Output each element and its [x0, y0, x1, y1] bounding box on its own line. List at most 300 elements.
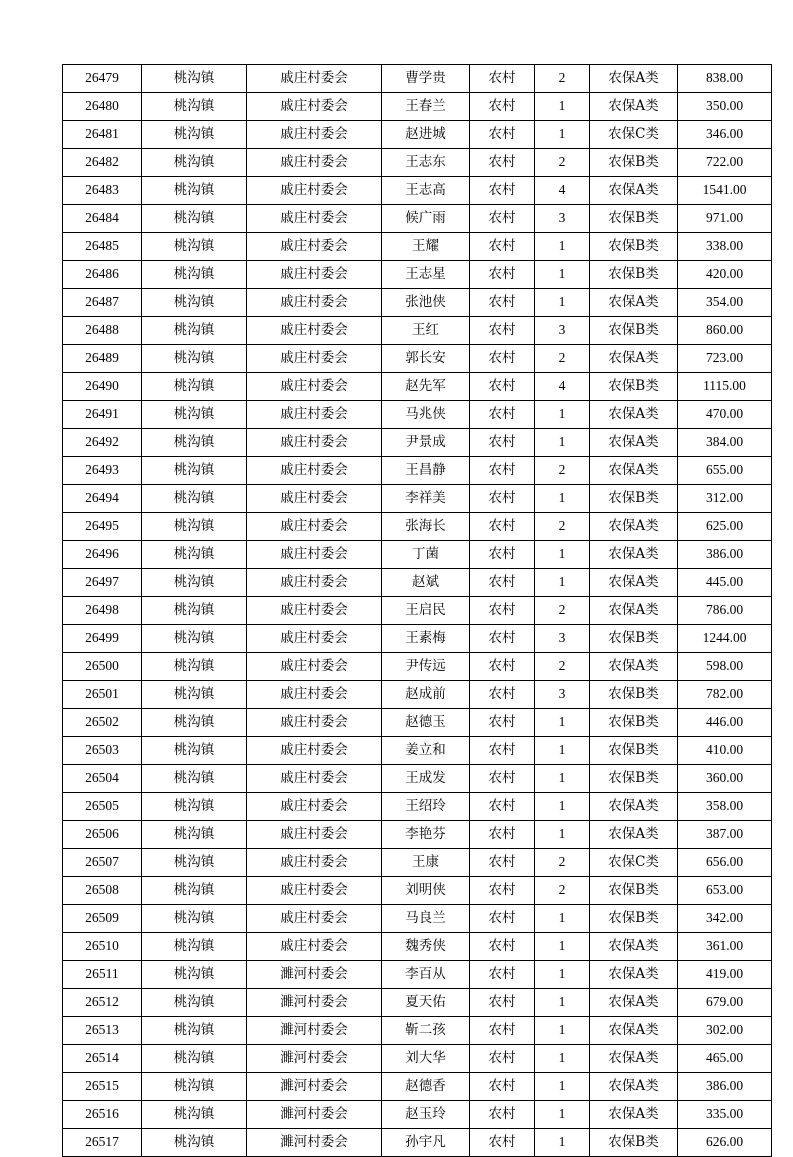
cell-category: 农保A类 — [590, 429, 678, 457]
table-row — [63, 625, 772, 653]
table-row — [63, 233, 772, 261]
cell-amount: 419.00 — [678, 961, 772, 989]
cell-village: 戚庄村委会 — [247, 345, 382, 373]
table-row — [63, 121, 772, 149]
cell-amount: 626.00 — [678, 1129, 772, 1157]
cell-count: 1 — [535, 429, 590, 457]
table-row — [63, 933, 772, 961]
cell-id: 26493 — [63, 457, 142, 485]
cell-category: 农保C类 — [590, 121, 678, 149]
cell-amount: 342.00 — [678, 905, 772, 933]
cell-count: 1 — [535, 485, 590, 513]
cell-id: 26502 — [63, 709, 142, 737]
cell-id: 26481 — [63, 121, 142, 149]
cell-count: 2 — [535, 597, 590, 625]
cell-name: 马兆侠 — [382, 401, 470, 429]
cell-count: 2 — [535, 653, 590, 681]
cell-name: 王昌静 — [382, 457, 470, 485]
cell-category: 农保A类 — [590, 653, 678, 681]
cell-category: 农保A类 — [590, 345, 678, 373]
cell-id: 26479 — [63, 65, 142, 93]
cell-count: 1 — [535, 737, 590, 765]
table-row — [63, 653, 772, 681]
cell-type: 农村 — [470, 233, 535, 261]
cell-count: 1 — [535, 1101, 590, 1129]
cell-name: 魏秀侠 — [382, 933, 470, 961]
cell-village: 戚庄村委会 — [247, 849, 382, 877]
cell-town: 桃沟镇 — [142, 1129, 247, 1157]
cell-type: 农村 — [470, 261, 535, 289]
table-row — [63, 821, 772, 849]
cell-name: 王康 — [382, 849, 470, 877]
cell-id: 26513 — [63, 1017, 142, 1045]
cell-type: 农村 — [470, 1017, 535, 1045]
cell-town: 桃沟镇 — [142, 261, 247, 289]
cell-amount: 838.00 — [678, 65, 772, 93]
cell-amount: 384.00 — [678, 429, 772, 457]
cell-type: 农村 — [470, 177, 535, 205]
cell-amount: 445.00 — [678, 569, 772, 597]
cell-village: 戚庄村委会 — [247, 121, 382, 149]
cell-category: 农保B类 — [590, 681, 678, 709]
cell-count: 1 — [535, 401, 590, 429]
cell-type: 农村 — [470, 989, 535, 1017]
cell-village: 戚庄村委会 — [247, 569, 382, 597]
cell-town: 桃沟镇 — [142, 933, 247, 961]
table-row — [63, 65, 772, 93]
cell-town: 桃沟镇 — [142, 961, 247, 989]
cell-count: 1 — [535, 289, 590, 317]
cell-count: 4 — [535, 373, 590, 401]
cell-amount: 386.00 — [678, 1073, 772, 1101]
cell-name: 尹传远 — [382, 653, 470, 681]
cell-category: 农保A类 — [590, 933, 678, 961]
cell-id: 26511 — [63, 961, 142, 989]
cell-name: 刘大华 — [382, 1045, 470, 1073]
cell-town: 桃沟镇 — [142, 905, 247, 933]
cell-amount: 679.00 — [678, 989, 772, 1017]
cell-name: 马良兰 — [382, 905, 470, 933]
cell-village: 戚庄村委会 — [247, 793, 382, 821]
table-row — [63, 1017, 772, 1045]
cell-name: 王启民 — [382, 597, 470, 625]
cell-count: 1 — [535, 793, 590, 821]
cell-town: 桃沟镇 — [142, 737, 247, 765]
cell-category: 农保B类 — [590, 905, 678, 933]
cell-village: 戚庄村委会 — [247, 485, 382, 513]
cell-name: 姜立和 — [382, 737, 470, 765]
cell-town: 桃沟镇 — [142, 121, 247, 149]
cell-village: 戚庄村委会 — [247, 905, 382, 933]
cell-id: 26507 — [63, 849, 142, 877]
cell-count: 1 — [535, 1129, 590, 1157]
cell-amount: 386.00 — [678, 541, 772, 569]
table-row — [63, 849, 772, 877]
cell-type: 农村 — [470, 289, 535, 317]
table-row — [63, 289, 772, 317]
cell-type: 农村 — [470, 401, 535, 429]
cell-count: 3 — [535, 681, 590, 709]
cell-category: 农保A类 — [590, 569, 678, 597]
cell-name: 赵德玉 — [382, 709, 470, 737]
cell-id: 26498 — [63, 597, 142, 625]
cell-category: 农保C类 — [590, 849, 678, 877]
cell-category: 农保A类 — [590, 961, 678, 989]
cell-count: 1 — [535, 961, 590, 989]
cell-village: 戚庄村委会 — [247, 933, 382, 961]
cell-village: 戚庄村委会 — [247, 93, 382, 121]
cell-type: 农村 — [470, 429, 535, 457]
cell-id: 26517 — [63, 1129, 142, 1157]
cell-name: 王红 — [382, 317, 470, 345]
cell-name: 王绍玲 — [382, 793, 470, 821]
cell-type: 农村 — [470, 737, 535, 765]
cell-town: 桃沟镇 — [142, 177, 247, 205]
cell-count: 1 — [535, 121, 590, 149]
cell-category: 农保B类 — [590, 233, 678, 261]
cell-village: 濉河村委会 — [247, 1101, 382, 1129]
cell-type: 农村 — [470, 905, 535, 933]
cell-name: 赵成前 — [382, 681, 470, 709]
cell-id: 26509 — [63, 905, 142, 933]
cell-type: 农村 — [470, 849, 535, 877]
table-row — [63, 793, 772, 821]
cell-town: 桃沟镇 — [142, 457, 247, 485]
cell-id: 26506 — [63, 821, 142, 849]
cell-amount: 302.00 — [678, 1017, 772, 1045]
cell-town: 桃沟镇 — [142, 877, 247, 905]
cell-count: 1 — [535, 989, 590, 1017]
cell-name: 赵斌 — [382, 569, 470, 597]
cell-type: 农村 — [470, 709, 535, 737]
cell-town: 桃沟镇 — [142, 569, 247, 597]
cell-amount: 465.00 — [678, 1045, 772, 1073]
cell-id: 26491 — [63, 401, 142, 429]
cell-id: 26516 — [63, 1101, 142, 1129]
cell-count: 4 — [535, 177, 590, 205]
table-row — [63, 457, 772, 485]
table-row — [63, 345, 772, 373]
cell-type: 农村 — [470, 765, 535, 793]
cell-id: 26503 — [63, 737, 142, 765]
cell-village: 戚庄村委会 — [247, 765, 382, 793]
cell-town: 桃沟镇 — [142, 205, 247, 233]
cell-type: 农村 — [470, 625, 535, 653]
cell-id: 26486 — [63, 261, 142, 289]
cell-category: 农保A类 — [590, 457, 678, 485]
cell-amount: 723.00 — [678, 345, 772, 373]
cell-id: 26482 — [63, 149, 142, 177]
cell-amount: 312.00 — [678, 485, 772, 513]
cell-type: 农村 — [470, 485, 535, 513]
cell-count: 3 — [535, 317, 590, 345]
cell-amount: 860.00 — [678, 317, 772, 345]
cell-amount: 782.00 — [678, 681, 772, 709]
table-row — [63, 597, 772, 625]
cell-amount: 1115.00 — [678, 373, 772, 401]
cell-name: 李百从 — [382, 961, 470, 989]
table-row — [63, 709, 772, 737]
table-row — [63, 541, 772, 569]
cell-count: 3 — [535, 205, 590, 233]
cell-id: 26501 — [63, 681, 142, 709]
cell-amount: 722.00 — [678, 149, 772, 177]
cell-town: 桃沟镇 — [142, 149, 247, 177]
cell-category: 农保B类 — [590, 737, 678, 765]
cell-type: 农村 — [470, 373, 535, 401]
cell-id: 26495 — [63, 513, 142, 541]
table-row — [63, 569, 772, 597]
cell-category: 农保A类 — [590, 1101, 678, 1129]
cell-type: 农村 — [470, 65, 535, 93]
cell-category: 农保B类 — [590, 625, 678, 653]
cell-id: 26499 — [63, 625, 142, 653]
cell-village: 戚庄村委会 — [247, 429, 382, 457]
cell-town: 桃沟镇 — [142, 989, 247, 1017]
cell-category: 农保A类 — [590, 541, 678, 569]
cell-category: 农保A类 — [590, 597, 678, 625]
cell-amount: 1244.00 — [678, 625, 772, 653]
cell-amount: 971.00 — [678, 205, 772, 233]
cell-amount: 655.00 — [678, 457, 772, 485]
table-row — [63, 737, 772, 765]
cell-count: 2 — [535, 457, 590, 485]
cell-type: 农村 — [470, 681, 535, 709]
cell-count: 1 — [535, 905, 590, 933]
cell-category: 农保B类 — [590, 149, 678, 177]
cell-amount: 338.00 — [678, 233, 772, 261]
cell-id: 26487 — [63, 289, 142, 317]
cell-type: 农村 — [470, 961, 535, 989]
cell-town: 桃沟镇 — [142, 1017, 247, 1045]
cell-village: 濉河村委会 — [247, 989, 382, 1017]
cell-village: 濉河村委会 — [247, 1073, 382, 1101]
cell-type: 农村 — [470, 149, 535, 177]
cell-name: 赵德香 — [382, 1073, 470, 1101]
beneficiary-table — [62, 64, 772, 1157]
cell-count: 1 — [535, 821, 590, 849]
cell-id: 26497 — [63, 569, 142, 597]
table-row — [63, 765, 772, 793]
cell-category: 农保B类 — [590, 1129, 678, 1157]
table-row — [63, 513, 772, 541]
cell-town: 桃沟镇 — [142, 513, 247, 541]
cell-type: 农村 — [470, 345, 535, 373]
cell-name: 孙宇凡 — [382, 1129, 470, 1157]
cell-count: 2 — [535, 849, 590, 877]
cell-name: 王志高 — [382, 177, 470, 205]
cell-count: 1 — [535, 569, 590, 597]
cell-name: 曹学贵 — [382, 65, 470, 93]
cell-town: 桃沟镇 — [142, 345, 247, 373]
cell-category: 农保A类 — [590, 513, 678, 541]
table-row — [63, 261, 772, 289]
cell-town: 桃沟镇 — [142, 289, 247, 317]
cell-category: 农保A类 — [590, 289, 678, 317]
cell-count: 1 — [535, 709, 590, 737]
cell-village: 戚庄村委会 — [247, 317, 382, 345]
cell-name: 王春兰 — [382, 93, 470, 121]
cell-village: 戚庄村委会 — [247, 821, 382, 849]
cell-town: 桃沟镇 — [142, 65, 247, 93]
cell-type: 农村 — [470, 317, 535, 345]
cell-village: 戚庄村委会 — [247, 149, 382, 177]
cell-category: 农保A类 — [590, 793, 678, 821]
cell-id: 26505 — [63, 793, 142, 821]
cell-name: 夏天佑 — [382, 989, 470, 1017]
cell-category: 农保B类 — [590, 765, 678, 793]
table-row — [63, 149, 772, 177]
cell-amount: 656.00 — [678, 849, 772, 877]
cell-town: 桃沟镇 — [142, 653, 247, 681]
cell-category: 农保B类 — [590, 205, 678, 233]
cell-amount: 361.00 — [678, 933, 772, 961]
cell-id: 26485 — [63, 233, 142, 261]
cell-town: 桃沟镇 — [142, 429, 247, 457]
cell-type: 农村 — [470, 877, 535, 905]
table-row — [63, 961, 772, 989]
cell-village: 戚庄村委会 — [247, 625, 382, 653]
table-row — [63, 1101, 772, 1129]
cell-name: 王志东 — [382, 149, 470, 177]
cell-id: 26489 — [63, 345, 142, 373]
cell-count: 1 — [535, 1017, 590, 1045]
cell-count: 1 — [535, 933, 590, 961]
cell-count: 2 — [535, 65, 590, 93]
cell-amount: 335.00 — [678, 1101, 772, 1129]
cell-id: 26496 — [63, 541, 142, 569]
cell-category: 农保B类 — [590, 373, 678, 401]
cell-town: 桃沟镇 — [142, 821, 247, 849]
cell-name: 王成发 — [382, 765, 470, 793]
cell-name: 靳二孩 — [382, 1017, 470, 1045]
cell-name: 王素梅 — [382, 625, 470, 653]
table-row — [63, 1129, 772, 1157]
cell-category: 农保A类 — [590, 65, 678, 93]
cell-town: 桃沟镇 — [142, 681, 247, 709]
cell-name: 赵进城 — [382, 121, 470, 149]
cell-village: 戚庄村委会 — [247, 541, 382, 569]
cell-amount: 598.00 — [678, 653, 772, 681]
cell-town: 桃沟镇 — [142, 597, 247, 625]
cell-town: 桃沟镇 — [142, 93, 247, 121]
cell-type: 农村 — [470, 93, 535, 121]
cell-village: 戚庄村委会 — [247, 373, 382, 401]
cell-type: 农村 — [470, 205, 535, 233]
cell-type: 农村 — [470, 1129, 535, 1157]
table-row — [63, 205, 772, 233]
table-row — [63, 401, 772, 429]
cell-name: 赵先军 — [382, 373, 470, 401]
cell-id: 26508 — [63, 877, 142, 905]
cell-amount: 410.00 — [678, 737, 772, 765]
cell-amount: 420.00 — [678, 261, 772, 289]
cell-amount: 354.00 — [678, 289, 772, 317]
cell-category: 农保A类 — [590, 93, 678, 121]
cell-type: 农村 — [470, 541, 535, 569]
cell-type: 农村 — [470, 793, 535, 821]
cell-category: 农保A类 — [590, 177, 678, 205]
cell-village: 濉河村委会 — [247, 961, 382, 989]
cell-type: 农村 — [470, 1045, 535, 1073]
cell-count: 1 — [535, 233, 590, 261]
cell-count: 2 — [535, 345, 590, 373]
cell-name: 李艳芬 — [382, 821, 470, 849]
cell-town: 桃沟镇 — [142, 793, 247, 821]
cell-name: 李祥美 — [382, 485, 470, 513]
cell-category: 农保A类 — [590, 989, 678, 1017]
cell-id: 26484 — [63, 205, 142, 233]
cell-category: 农保A类 — [590, 1045, 678, 1073]
cell-amount: 350.00 — [678, 93, 772, 121]
cell-id: 26514 — [63, 1045, 142, 1073]
cell-count: 2 — [535, 149, 590, 177]
cell-type: 农村 — [470, 1073, 535, 1101]
cell-village: 戚庄村委会 — [247, 205, 382, 233]
cell-type: 农村 — [470, 653, 535, 681]
cell-amount: 358.00 — [678, 793, 772, 821]
cell-count: 2 — [535, 877, 590, 905]
cell-village: 濉河村委会 — [247, 1017, 382, 1045]
cell-id: 26512 — [63, 989, 142, 1017]
cell-town: 桃沟镇 — [142, 317, 247, 345]
cell-category: 农保B类 — [590, 261, 678, 289]
cell-id: 26492 — [63, 429, 142, 457]
cell-amount: 346.00 — [678, 121, 772, 149]
cell-village: 戚庄村委会 — [247, 177, 382, 205]
cell-name: 郭长安 — [382, 345, 470, 373]
cell-category: 农保A类 — [590, 1017, 678, 1045]
cell-village: 戚庄村委会 — [247, 737, 382, 765]
cell-name: 王耀 — [382, 233, 470, 261]
cell-village: 戚庄村委会 — [247, 289, 382, 317]
cell-town: 桃沟镇 — [142, 401, 247, 429]
cell-town: 桃沟镇 — [142, 1045, 247, 1073]
cell-village: 戚庄村委会 — [247, 233, 382, 261]
cell-village: 戚庄村委会 — [247, 681, 382, 709]
table-row — [63, 905, 772, 933]
cell-amount: 1541.00 — [678, 177, 772, 205]
table-body — [63, 65, 772, 1157]
table-row — [63, 1073, 772, 1101]
cell-name: 尹景成 — [382, 429, 470, 457]
cell-village: 濉河村委会 — [247, 1045, 382, 1073]
cell-category: 农保A类 — [590, 1073, 678, 1101]
cell-count: 3 — [535, 625, 590, 653]
table-row — [63, 373, 772, 401]
cell-category: 农保B类 — [590, 485, 678, 513]
cell-amount: 387.00 — [678, 821, 772, 849]
table-row — [63, 877, 772, 905]
cell-category: 农保B类 — [590, 317, 678, 345]
cell-count: 1 — [535, 765, 590, 793]
cell-town: 桃沟镇 — [142, 1101, 247, 1129]
cell-id: 26510 — [63, 933, 142, 961]
cell-type: 农村 — [470, 569, 535, 597]
cell-category: 农保A类 — [590, 401, 678, 429]
cell-id: 26504 — [63, 765, 142, 793]
table-row — [63, 485, 772, 513]
cell-count: 2 — [535, 513, 590, 541]
table-row — [63, 681, 772, 709]
table-row — [63, 177, 772, 205]
cell-town: 桃沟镇 — [142, 233, 247, 261]
cell-amount: 446.00 — [678, 709, 772, 737]
cell-town: 桃沟镇 — [142, 709, 247, 737]
cell-town: 桃沟镇 — [142, 373, 247, 401]
cell-village: 戚庄村委会 — [247, 457, 382, 485]
cell-type: 农村 — [470, 457, 535, 485]
